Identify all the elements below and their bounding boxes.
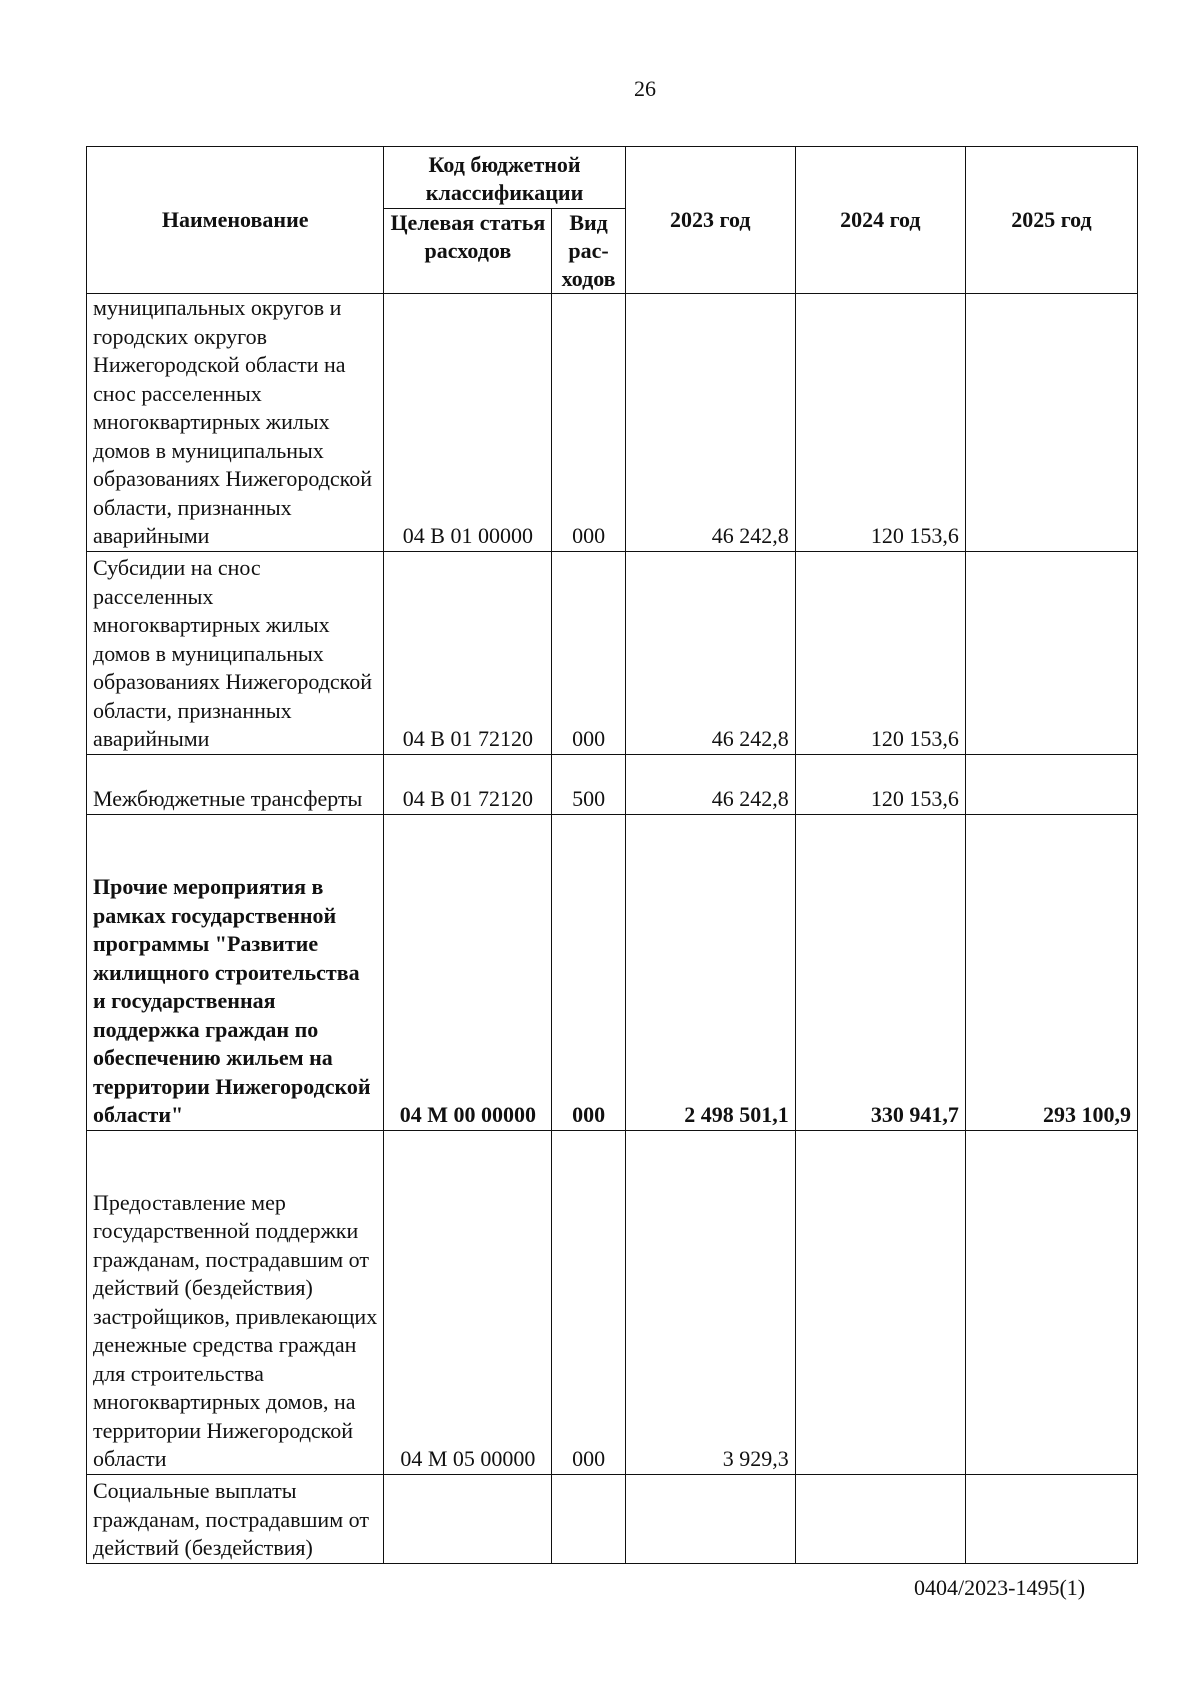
- table-row: [87, 1130, 1138, 1474]
- row-name: Субсидии на снос расселенных многоквартирных жилых домов в муниципальных образованиях Нижегородской области, признанных аварийными: [87, 551, 384, 754]
- table-row: [87, 551, 1138, 754]
- row-name: муниципальных округов и городских округов Нижегородской области на снос расселенных многоквартирных жилых домов в муниципальных образованиях Нижегородской области, признанных аварийными: [87, 294, 384, 552]
- row-name: Межбюджетные трансферты: [87, 754, 384, 814]
- row-2025: 293 100,9: [965, 814, 1137, 1130]
- row-2024: 120 153,6: [795, 754, 965, 814]
- page-number: 26: [634, 76, 656, 101]
- row-target-code: 04 В 01 72120: [384, 551, 552, 754]
- row-2024: 120 153,6: [795, 294, 965, 552]
- row-2024: [795, 1130, 965, 1474]
- table-row: [87, 754, 1138, 814]
- row-2023: 3 929,3: [625, 1130, 795, 1474]
- table-row: [87, 1474, 1138, 1563]
- row-name: Предоставление мер государственной поддержки гражданам, пострадавшим от действий (бездействия) застройщиков, привлекающих денежные средства граждан для строительства многоквартирных домов, на территории Нижегородской области: [87, 1130, 384, 1474]
- row-name: Социальные выплаты гражданам, пострадавшим от действий (бездействия): [87, 1474, 384, 1563]
- row-2023: 2 498 501,1: [625, 814, 795, 1130]
- row-2024: [795, 1474, 965, 1563]
- row-2023: [625, 1474, 795, 1563]
- table-row: [87, 814, 1138, 1130]
- header-2023: 2023 год: [625, 147, 795, 294]
- row-2024: 330 941,7: [795, 814, 965, 1130]
- row-expense-type: 000: [552, 294, 625, 552]
- row-target-code: [384, 1474, 552, 1563]
- row-2023: 46 242,8: [625, 754, 795, 814]
- row-expense-type: [552, 1474, 625, 1563]
- row-2025: [965, 294, 1137, 552]
- row-2025: [965, 551, 1137, 754]
- budget-table: [86, 146, 1138, 1564]
- header-2025: 2025 год: [965, 147, 1137, 294]
- row-expense-type: 000: [552, 551, 625, 754]
- table-row: [87, 294, 1138, 552]
- row-name: Прочие мероприятия в рамках государственной программы "Развитие жилищного строительства и государственная поддержка граждан по обеспечению жильем на территории Нижегородской области": [87, 814, 384, 1130]
- row-2025: [965, 1474, 1137, 1563]
- row-target-code: 04 В 01 00000: [384, 294, 552, 552]
- row-expense-type: 500: [552, 754, 625, 814]
- row-target-code: 04 М 05 00000: [384, 1130, 552, 1474]
- document-registration-code: 0404/2023-1495(1): [914, 1575, 1086, 1600]
- header-expense-type: Вид рас-ходов: [552, 209, 625, 294]
- row-2023: 46 242,8: [625, 551, 795, 754]
- row-2023: 46 242,8: [625, 294, 795, 552]
- header-name: Наименование: [87, 147, 384, 294]
- row-2025: [965, 1130, 1137, 1474]
- row-expense-type: 000: [552, 1130, 625, 1474]
- row-2024: 120 153,6: [795, 551, 965, 754]
- header-target-article: Целевая статья расходов: [384, 209, 552, 294]
- row-target-code: 04 М 00 00000: [384, 814, 552, 1130]
- header-code-group: Код бюджетной классификации: [384, 147, 625, 209]
- row-target-code: 04 В 01 72120: [384, 754, 552, 814]
- row-expense-type: 000: [552, 814, 625, 1130]
- row-2025: [965, 754, 1137, 814]
- header-2024: 2024 год: [795, 147, 965, 294]
